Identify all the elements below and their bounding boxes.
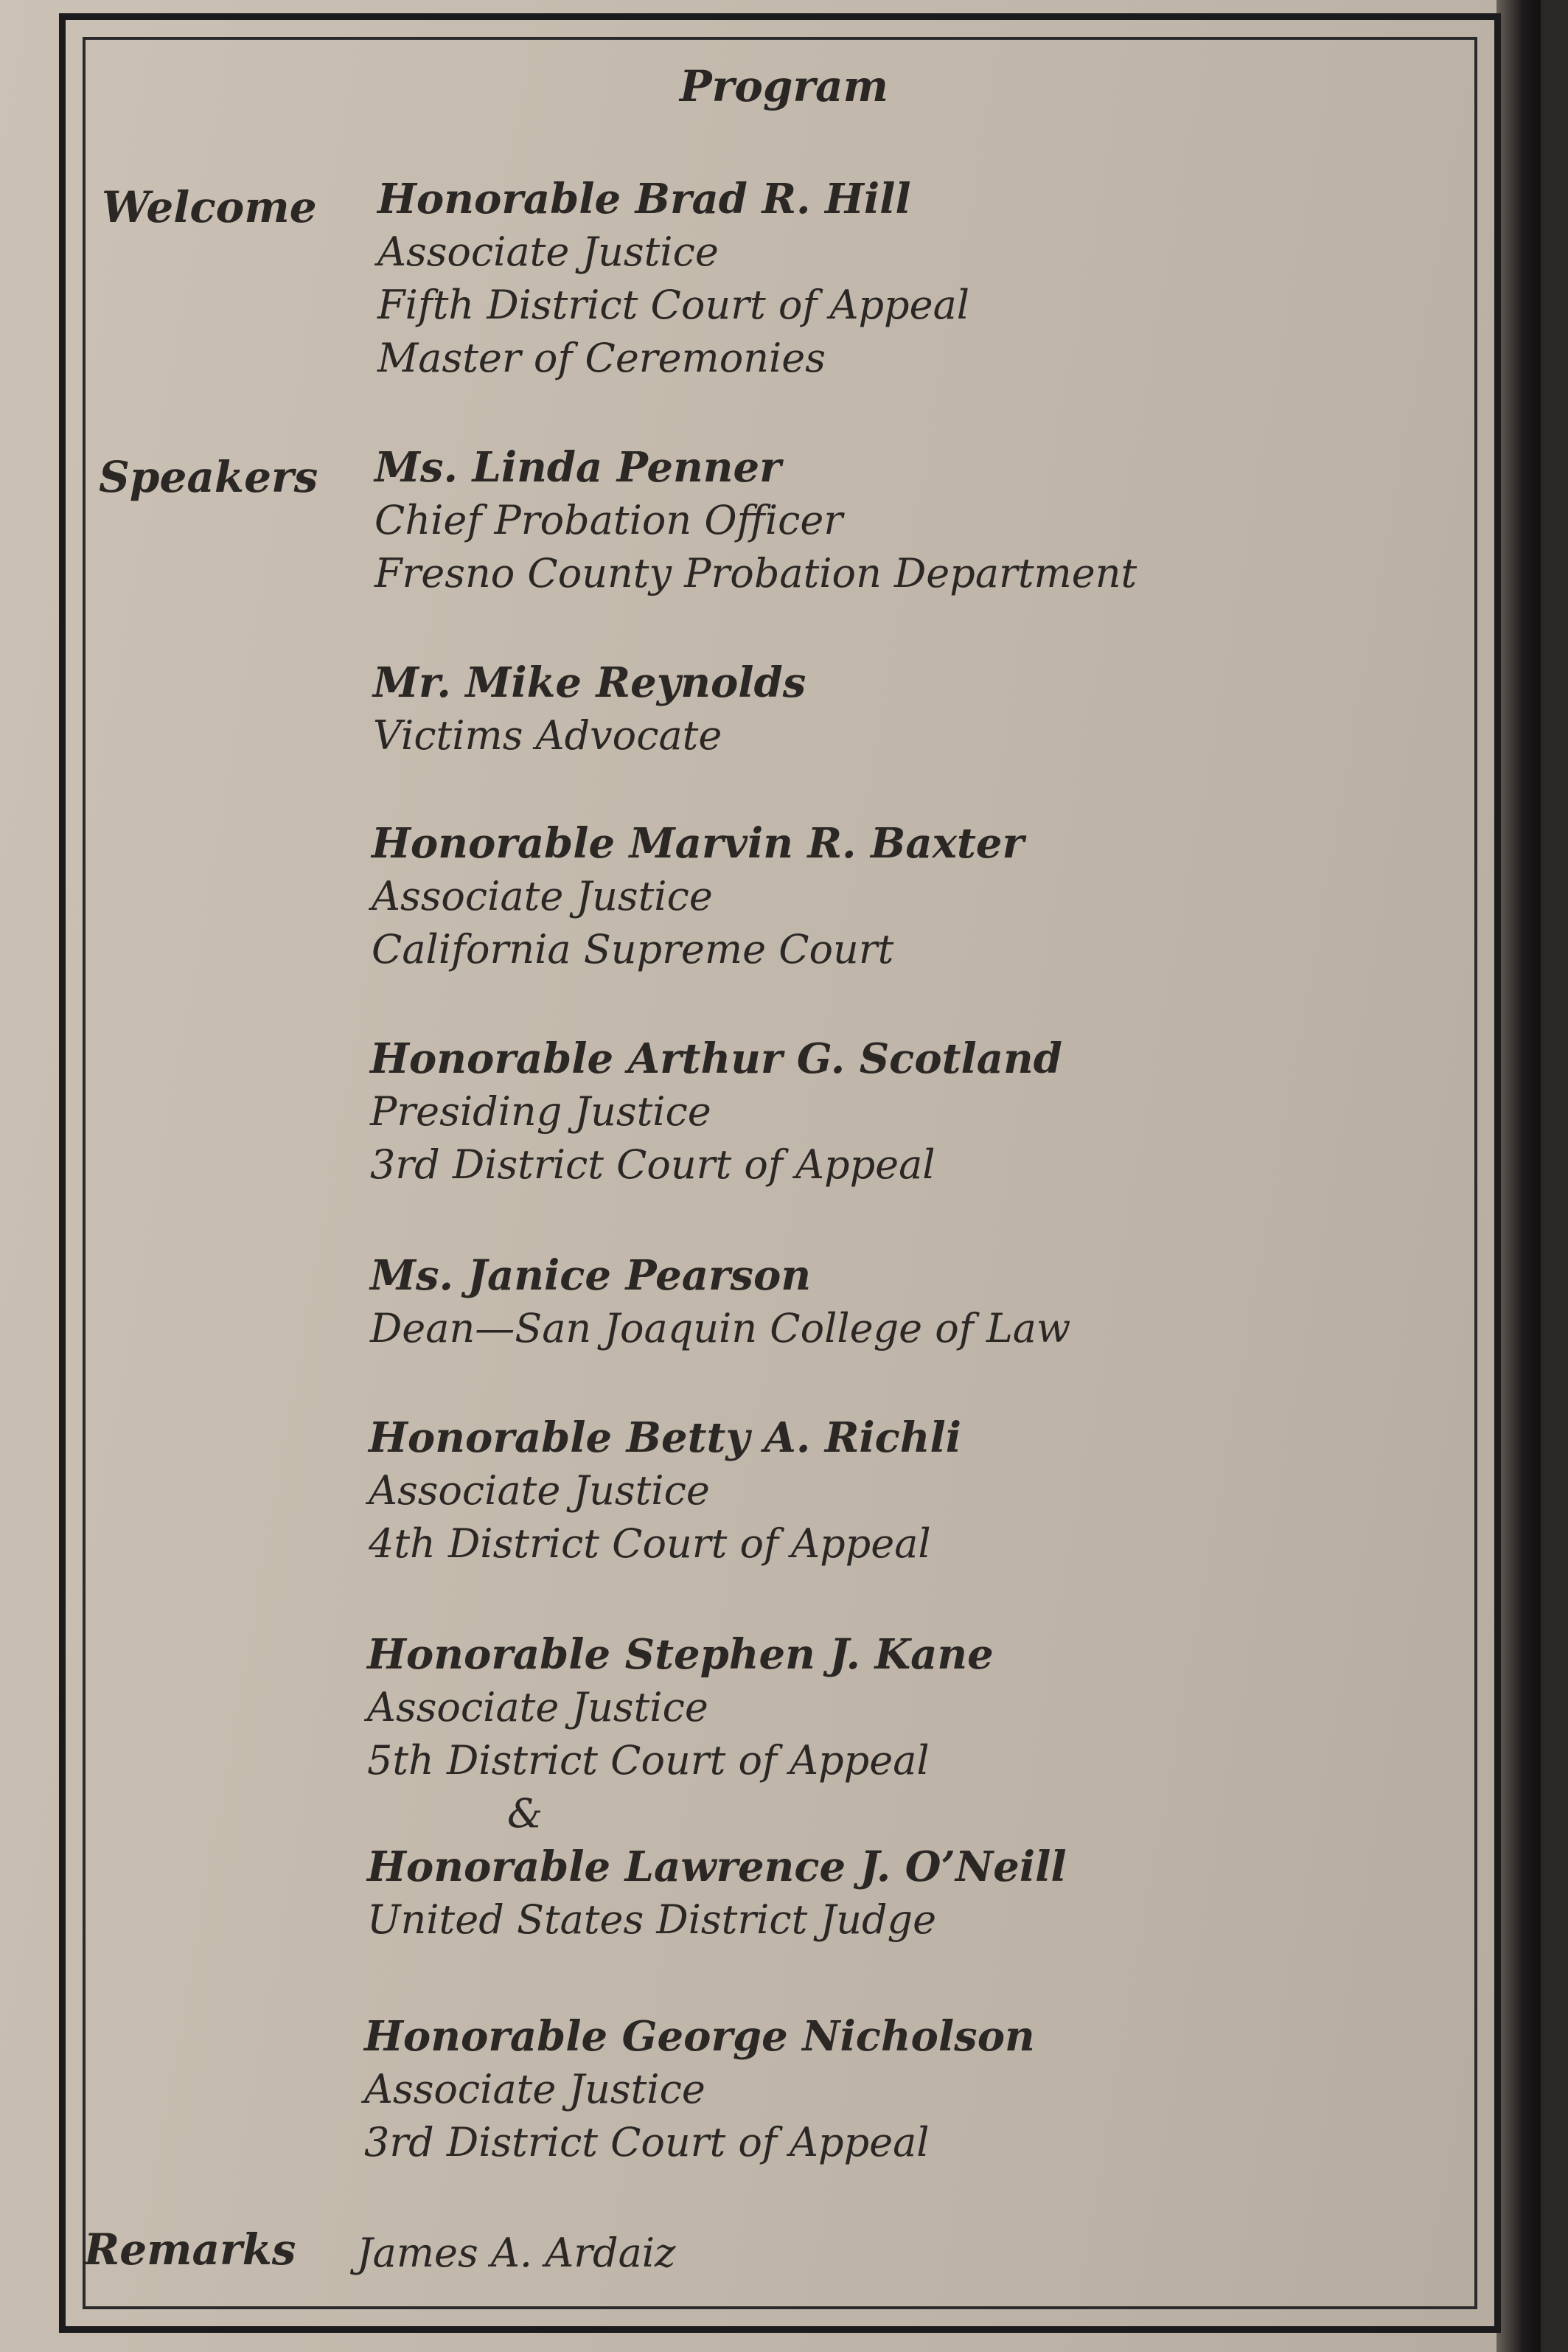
entry-name: Honorable Marvin R. Baxter bbox=[372, 819, 1025, 868]
entry-name: Honorable Lawrence J. O’Neill bbox=[367, 1843, 1067, 1891]
speaker-entry bbox=[364, 2010, 1035, 2169]
entry-name: Honorable Stephen J. Kane bbox=[367, 1630, 994, 1679]
entry-title-line: 5th District Court of Appeal bbox=[367, 1737, 930, 1784]
speaker-entry bbox=[374, 441, 1137, 600]
entry-name: Honorable Betty A. Richli bbox=[369, 1413, 962, 1462]
entry-title-line: Chief Probation Officer bbox=[374, 497, 843, 543]
entry-title-line: United States District Judge bbox=[367, 1896, 937, 1943]
page-title: Program bbox=[680, 61, 888, 111]
entry-name: Ms. Linda Penner bbox=[374, 443, 781, 492]
entry-title-line: Fifth District Court of Appeal bbox=[377, 282, 970, 328]
entry-title-line: 3rd District Court of Appeal bbox=[364, 2119, 930, 2165]
entry-name: Honorable Brad R. Hill bbox=[377, 175, 911, 223]
entry-name: Ms. Janice Pearson bbox=[370, 1251, 812, 1300]
entry-title-line: Victims Advocate bbox=[373, 712, 722, 759]
entry-title-line: 3rd District Court of Appeal bbox=[370, 1141, 935, 1188]
entry-title-line: California Supreme Court bbox=[372, 926, 894, 973]
section-label-welcome: Welcome bbox=[102, 182, 317, 232]
entry-title-line: Presiding Justice bbox=[370, 1088, 711, 1135]
entry-title-line: Dean—San Joaquin College of Law bbox=[370, 1305, 1071, 1351]
entry-title-line: Associate Justice bbox=[377, 229, 719, 275]
speaker-entry bbox=[370, 1249, 1070, 1355]
speaker-entry bbox=[370, 1032, 1062, 1191]
entry-name: James A. Ardaiz bbox=[357, 2230, 676, 2276]
entry-title-line: Associate Justice bbox=[372, 873, 713, 919]
entry-title-line: Master of Ceremonies bbox=[377, 335, 826, 381]
section-label-remarks: Remarks bbox=[84, 2224, 296, 2275]
paper-edge-shadow bbox=[1496, 0, 1541, 2352]
entry-title-line: Fresno County Probation Department bbox=[374, 550, 1137, 596]
speaker-entry bbox=[367, 1628, 1067, 1946]
welcome-entry bbox=[377, 173, 969, 385]
speaker-entry bbox=[373, 656, 806, 762]
entry-title-line: 4th District Court of Appeal bbox=[369, 1520, 931, 1567]
speaker-entry bbox=[369, 1411, 961, 1570]
ampersand-joiner: & bbox=[507, 1790, 543, 1837]
entry-title-line: Associate Justice bbox=[364, 2066, 705, 2112]
entry-title-line: Associate Justice bbox=[367, 1684, 708, 1730]
entry-title-line: Associate Justice bbox=[369, 1467, 710, 1514]
entry-name: Honorable Arthur G. Scotland bbox=[370, 1034, 1062, 1083]
remarks-entry bbox=[357, 2227, 676, 2280]
entry-name: Honorable George Nicholson bbox=[364, 2012, 1035, 2061]
entry-name: Mr. Mike Reynolds bbox=[373, 658, 806, 707]
speaker-entry bbox=[372, 817, 1024, 976]
section-label-speakers: Speakers bbox=[99, 452, 318, 502]
